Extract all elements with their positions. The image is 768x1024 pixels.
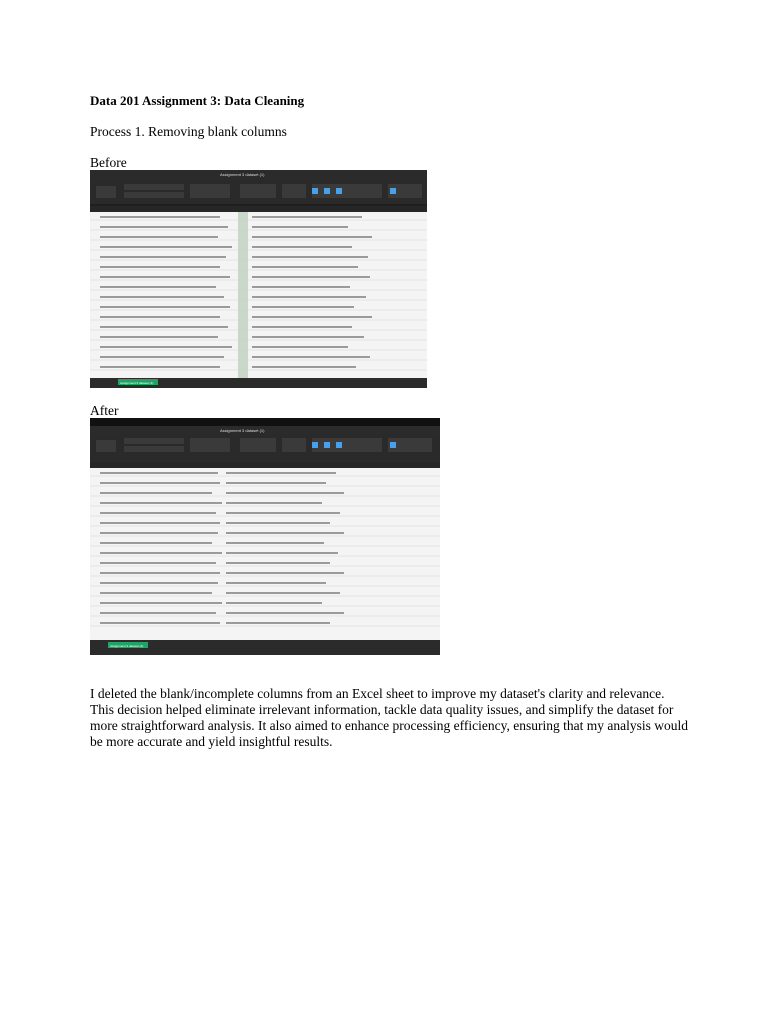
before-window-title: Assignment 3 dataset (1) xyxy=(220,172,265,177)
paragraph-line-4: be more accurate and yield insightful results. xyxy=(90,734,333,749)
paragraph-line-1: I deleted the blank/incomplete columns from an Excel sheet to improve my dataset's clarity and relevance. xyxy=(90,686,665,701)
paragraph-line-3: more straightforward analysis. It also aimed to enhance processing efficiency, ensuring that my analysis would xyxy=(90,718,688,733)
after-sheet-tab: Assignment 3 dataset (1) xyxy=(110,644,144,648)
explanation-paragraph xyxy=(90,686,690,750)
before-label: Before xyxy=(90,155,127,170)
before-screenshot xyxy=(90,170,427,388)
process-heading: Process 1. Removing blank columns xyxy=(90,124,287,139)
after-label: After xyxy=(90,403,119,418)
after-screenshot xyxy=(90,418,440,655)
paragraph-line-2: This decision helped eliminate irrelevant information, tackle data quality issues, and simplify the dataset for xyxy=(90,702,674,717)
before-sheet-tab: Assignment 3 dataset (1) xyxy=(120,381,154,385)
after-window-title: Assignment 3 dataset (1) xyxy=(220,428,265,433)
document-title: Data 201 Assignment 3: Data Cleaning xyxy=(90,93,305,108)
